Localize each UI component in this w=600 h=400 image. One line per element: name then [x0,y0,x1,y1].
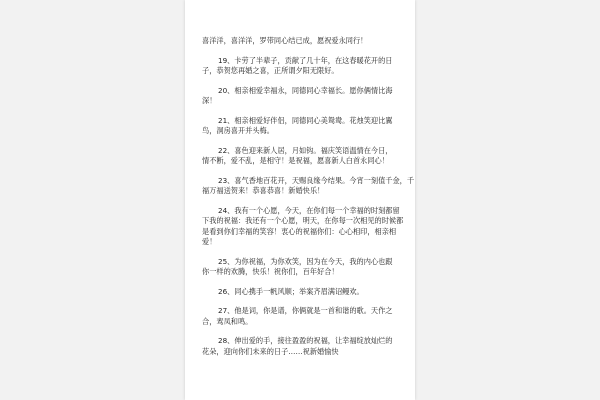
paragraph [202,146,412,167]
text-line: 深！ [202,96,217,105]
paragraph [202,86,412,107]
text-line: 21、相亲相爱好伴侣，同德同心美鸳鸯。花烛笑迎比翼 [218,115,393,125]
text-line: 19、卡劳了半辈子，贡献了几十年，在这春暖花开的日 [218,55,393,65]
text-line: 26、同心携手一帆风顺；举案齐眉满诏鳗欢。 [218,286,364,296]
paragraph [202,306,412,327]
paragraph [202,287,412,298]
text-line: 喜洋洋，喜洋洋，罗带同心结已成，愿祝爱永同行！ [202,36,368,45]
text-line: 28、伸出爱的手，接往盈盈的祝福，让幸福绽放灿烂的 [218,336,393,345]
text-line: 下我的祝福：我还有一个心愿，明天，在你每一次相见的时候都 [202,216,404,225]
text-line: 合，鸾凤和鸣。 [202,316,253,326]
paragraph [202,56,412,77]
text-line: 爱！ [202,237,217,246]
text-line: 25、为你祝福，为你欢笑，因为在今天，我的内心也跟 [218,256,393,266]
paragraph [202,175,415,197]
paragraph [202,116,412,137]
text-line: 22、喜色迎来新人居，月如钩。福庆笑语温情在今日， [218,145,393,155]
text-line: 花朵，迎向你们未来的日子……祝新婚愉快 [202,346,339,356]
text-line: 24、我有一个心愿，今天，在你们每一个幸福的时刻都留 [218,205,400,215]
paragraph [202,206,412,248]
text-line: 福万福送贺来！恭喜恭喜！新婚快乐！ [202,186,325,195]
text-line: 是看到你们幸福的笑容！衷心的祝福你们：心心相印，相亲相 [202,226,397,236]
text-line: 你一样的欢腾，快乐！祝你们，百年好合！ [202,267,339,276]
paragraph [202,36,412,47]
paragraph [202,336,412,357]
text-line: 情不断，爱不乱，是相守！是祝福，愿喜新人白首永同心！ [202,156,389,165]
document-page [185,0,415,400]
paragraph [202,257,412,278]
document-content [202,0,415,366]
text-line: 鸟，洞房喜开并头梅。 [202,126,274,135]
text-line: 子，恭贺您再婚之喜，正所谓夕阳无限好。 [202,66,339,75]
text-line: 23、喜气香地百花开，天赐良缘今结果。今宵一刻值千金，千 [218,175,415,185]
text-line: 20、相亲相爱幸福永，同德同心幸福长。愿你俩情比海 [218,85,393,95]
text-line: 27、他是词，你是谱，你俩就是一首和谐的歌。天作之 [218,306,393,315]
